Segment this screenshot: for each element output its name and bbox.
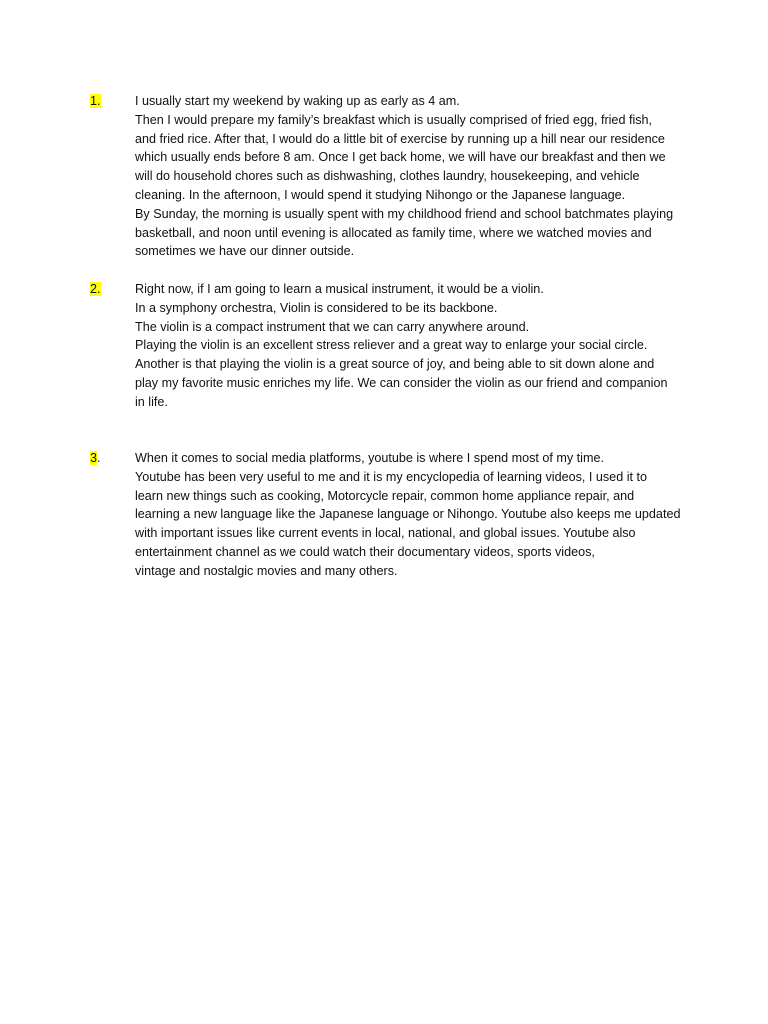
text-line: The violin is a compact instrument that we can carry anywhere around. xyxy=(135,319,530,334)
text-line: I usually start my weekend by waking up as early as 4 am. xyxy=(135,94,460,108)
text-line: play my favorite music enriches my life. We can consider the violin as our friend and companion xyxy=(135,375,668,390)
number-highlight: 2. xyxy=(90,282,101,296)
text-line: Youtube has been very useful to me and it is my encyclopedia of learning videos, I used it to xyxy=(135,469,647,484)
number-highlight: 3 xyxy=(90,451,98,465)
text-line: cleaning. In the afternoon, I would spend it studying Nihongo or the Japanese language. xyxy=(135,187,626,202)
text-line: will do household chores such as dishwashing, clothes laundry, housekeeping, and vehicle xyxy=(135,169,640,184)
text-line: By Sunday, the morning is usually spent with my childhood friend and school batchmates playing xyxy=(135,206,674,221)
text-line: and fried rice. After that, I would do a little bit of exercise by running up a hill near our residence xyxy=(135,131,665,146)
text-line: learn new things such as cooking, Motorcycle repair, common home appliance repair, and xyxy=(135,488,635,503)
text-line: in life. xyxy=(135,394,168,409)
text-line: learning a new language like the Japanese language or Nihongo. Youtube also keeps me updated xyxy=(135,507,681,522)
paragraph xyxy=(135,449,695,581)
text-line: vintage and nostalgic movies and many others. xyxy=(135,563,398,578)
text-line: sometimes we have our dinner outside. xyxy=(135,244,355,259)
text-line: entertainment channel as we could watch their documentary videos, sports videos, xyxy=(135,544,595,559)
list-number: 3. xyxy=(90,451,101,465)
list-number xyxy=(90,92,101,111)
text-line: When it comes to social media platforms, youtube is where I spend most of my time. xyxy=(135,451,604,465)
text-line: In a symphony orchestra, Violin is considered to be its backbone. xyxy=(135,300,498,315)
list-number xyxy=(90,280,101,299)
paragraph xyxy=(135,92,695,261)
text-line: Right now, if I am going to learn a musical instrument, it would be a violin. xyxy=(135,282,544,296)
text-line: with important issues like current events in local, national, and global issues. Youtube also xyxy=(135,526,636,541)
text-line: which usually ends before 8 am. Once I get back home, we will have our breakfast and then we xyxy=(135,150,666,165)
paragraph xyxy=(135,280,695,412)
number-highlight: 1. xyxy=(90,94,101,108)
text-line: Playing the violin is an excellent stress reliever and a great way to enlarge your social circle. xyxy=(135,338,648,353)
text-line: Another is that playing the violin is a great source of joy, and being able to sit down alone and xyxy=(135,357,655,372)
text-line: basketball, and noon until evening is allocated as family time, where we watched movies and xyxy=(135,225,652,240)
text-line: Then I would prepare my family’s breakfast which is usually comprised of fried egg, fried fish, xyxy=(135,112,653,127)
